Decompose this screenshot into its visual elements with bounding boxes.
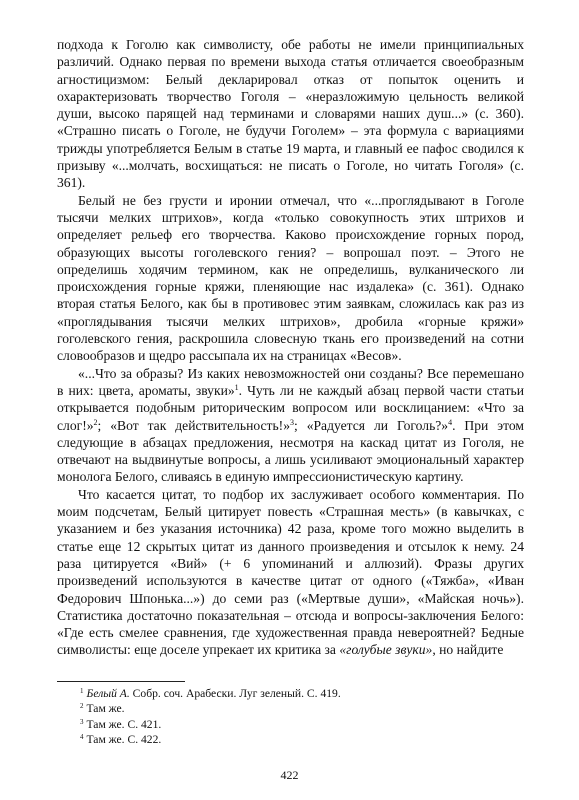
footnote-ref: 3 <box>290 417 294 427</box>
text-run: Белый не без грусти и иронии отмечал, что «...проглядывают в Гоголе тысячи мелких штрихов», когда «только совокупность этих штрихов и определяет рельеф его творчества. Каково происхождение горных пород, образующих высоты гоголевского гения? – вопрошал поэт. – Этого не определишь ходячим термином, как не определишь, вулканического ли происхождения горные кряжи, пленяющие нас издалека» (с. 361). Однако вторая статья Белого, как бы в противовес этим заявкам, сложилась как раз из «проглядывания тысячи мелких штрихов», дробила «горные кряжи» гоголевского гения, раскрошила словесную ткань его произведений на сотни словообразов и щедро рассыпала их на страницах «Весов». <box>57 192 524 364</box>
body-text <box>57 36 524 659</box>
footnote-mark: 2 <box>80 702 84 711</box>
paragraph <box>57 365 524 486</box>
paragraph <box>57 192 524 365</box>
footnote <box>80 732 520 747</box>
footnote-ref: 4 <box>448 417 453 427</box>
text-run: подхода к Гоголю как символисту, обе работы не имели принципиальных различий. Однако первая по времени выхода статья отличается своеобразным агностицизмом: Белый декларировал отказ от попыток оценить и охарактеризовать творчество Гоголя – «неразложимую цельность великой души, высоко парящей над терминами и словарями наших душ...» (с. 360). «Страшно писать о Гоголе, не будучи Гоголем» – эта формула с вариациями трижды употребляется Белым в статье 19 марта, и главный ее пафос сводился к призыву «...молчать, восхищаться: не писать о Гоголе, но читать Гоголя» (с. 361). <box>57 37 524 191</box>
footnote-mark: 3 <box>80 717 84 726</box>
text-run: , но найдите <box>432 642 504 658</box>
footnote <box>80 686 520 701</box>
text-run: ; «Вот так действительность!» <box>97 417 290 433</box>
italic-quote: «голубые звуки» <box>339 642 433 658</box>
paragraph <box>57 486 524 659</box>
paragraph <box>57 36 524 192</box>
text-run: ; «Радуется ли Гоголь?» <box>294 417 449 433</box>
footnote <box>80 701 520 716</box>
footnote-text: Там же. С. 422. <box>86 732 162 746</box>
footnote-text: Собр. соч. Арабески. Луг зеленый. С. 419. <box>129 687 341 700</box>
page-number: 422 <box>280 768 299 782</box>
text-run: «...Что за образы? Из каких невозможностей они созданы? Все перемешано в них: цвета, ароматы, звуки» <box>57 365 524 398</box>
footnotes <box>80 686 520 747</box>
footnote-ref: 2 <box>93 417 98 427</box>
footnote-ref: 1 <box>234 382 239 392</box>
footnote-mark: 4 <box>80 732 84 741</box>
text-run: Что касается цитат, то подбор их заслуживает особого комментария. По моим подсчетам, Белый цитирует повесть «Страшная месть» (в кавычках, с указанием и без указания источника) 42 раза, кроме того можно выделить в статье еще 12 скрытых цитат из данного произведения и отсылок к нему. 24 раза цитируется «Вий» (+ 6 упоминаний и аллюзий). Фразы других произведений используются в качестве цитат от одного («Тяжба», «Иван Федорович Шпонька...») до семи раз («Мертвые души», «Майская ночь»). Статистика достаточно показательная – отсюда и вопросы-заключения Белого: «Где есть смелее сравнения, где художественная правда невероятней? Бедные символисты: еще доселе упрекает их критика за <box>57 486 524 658</box>
footnote-separator <box>57 681 185 682</box>
footnote-mark: 1 <box>80 687 84 695</box>
text-run: . Чуть ли не каждый абзац первой части статьи открывается подобным риторическим вопросом или восклицанием: «Что за слог!» <box>57 382 525 433</box>
footnote <box>80 717 520 732</box>
footnote-text: Там же. <box>86 702 125 716</box>
text-run: . При этом следующие в абзацах предложения, несмотря на каскад цитат из Гоголя, не отвечают на выдвинутые вопросы, а лишь усиливают эмоциональный характер монолога Белого, сливаясь в единую импрессионистическую картину. <box>57 417 524 485</box>
footnote-text: Там же. С. 421. <box>86 717 162 731</box>
footnote-author: Белый А. <box>86 687 130 700</box>
